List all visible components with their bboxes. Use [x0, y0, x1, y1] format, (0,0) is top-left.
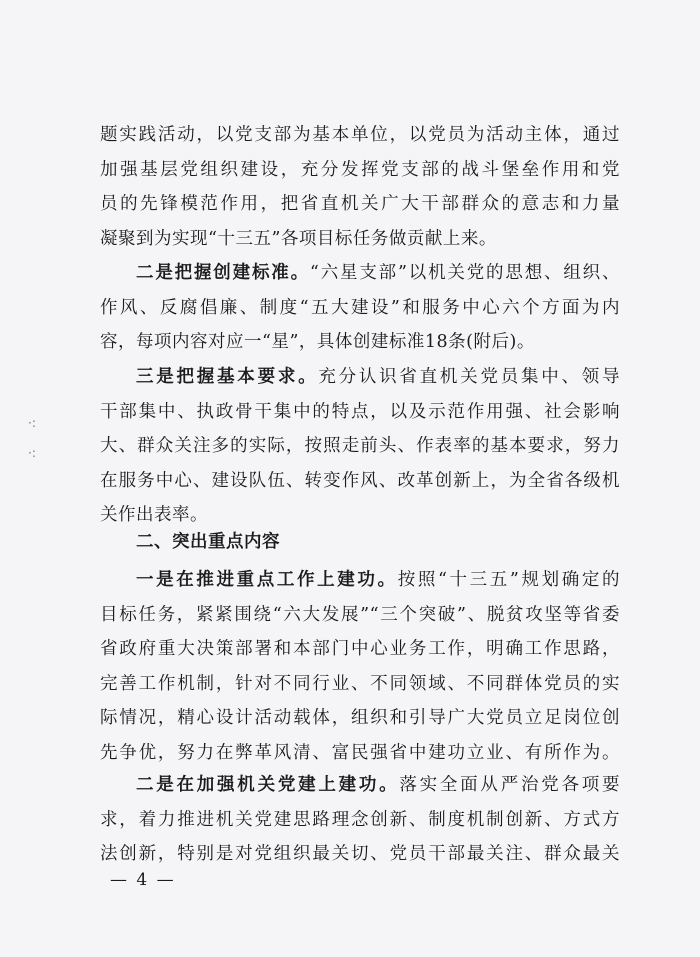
paragraph-1 [100, 118, 620, 256]
text-line: 关作出表率。 [100, 505, 208, 525]
text-fragment: 落实全面从严治党各项要 [399, 775, 620, 795]
text-line: 凝聚到为实现“十三五”各项目标任务做贡献上来。 [100, 228, 497, 249]
paragraph-3 [100, 360, 620, 533]
text-line: 作风、反腐倡廉、制度“五大建设”和服务中心六个方面为内 [100, 297, 620, 318]
text-line: 题实践活动，以党支部为基本单位，以党员为活动主体，通过 [100, 125, 620, 145]
lead-phrase: 二是在加强机关党建上建功。 [136, 775, 400, 795]
text-fragment: 充分认识省直机关党员集中、领导 [318, 367, 621, 387]
paragraph-5 [100, 768, 620, 872]
text-line: 法创新，特别是对党组织最关切、党员干部最关注、群众最关 [100, 844, 620, 864]
text-fragment: 按照“十三五”规划确定的 [397, 570, 620, 590]
scan-marks: ·: ·: [28, 416, 36, 460]
text-fragment: “六星支部”以机关党的思想、组织、 [309, 263, 620, 283]
text-line: 员的先锋模范作用，把省直机关广大干部群众的意志和力量 [100, 194, 620, 214]
page-number: — 4 — [110, 870, 176, 890]
text-line: 容，每项内容对应一“星”，具体创建标准18条(附后)。 [100, 332, 535, 352]
paragraph-4 [100, 563, 620, 770]
text-line [100, 768, 620, 803]
text-line [100, 360, 620, 395]
text-line: 求，着力推进机关党建思路理念创新、制度机制创新、方式方 [100, 809, 620, 830]
lead-phrase: 二是把握创建标准。 [136, 263, 310, 283]
lead-phrase: 三是把握基本要求。 [136, 367, 319, 387]
paragraph-2 [100, 256, 620, 360]
text-line: 加强基层党组织建设，充分发挥党支部的战斗堡垒作用和党 [100, 159, 620, 180]
text-line: 目标任务，紧紧围绕“六大发展”“三个突破”、脱贫攻坚等省委 [100, 604, 620, 625]
text-line: 际情况，精心设计活动载体，组织和引导广大党员立足岗位创 [100, 708, 620, 728]
text-line: 先争优，努力在弊革风清、富民强省中建功立业、有所作为。 [100, 742, 620, 763]
text-line [100, 256, 620, 291]
section-heading: 二、突出重点内容 [136, 532, 280, 552]
text-line: 在服务中心、建设队伍、转变作风、改革创新上，为全省各级机 [100, 470, 620, 491]
text-line [100, 563, 620, 598]
text-line: 省政府重大决策部署和本部门中心业务工作，明确工作思路， [100, 639, 620, 659]
text-line: 大、群众关注多的实际，按照走前头、作表率的基本要求，努力 [100, 436, 620, 456]
text-line: 干部集中、执政骨干集中的特点，以及示范作用强、社会影响 [100, 401, 620, 422]
lead-phrase: 一是在推进重点工作上建功。 [136, 570, 398, 590]
text-line: 完善工作机制，针对不同行业、不同领域、不同群体党员的实 [100, 673, 620, 694]
